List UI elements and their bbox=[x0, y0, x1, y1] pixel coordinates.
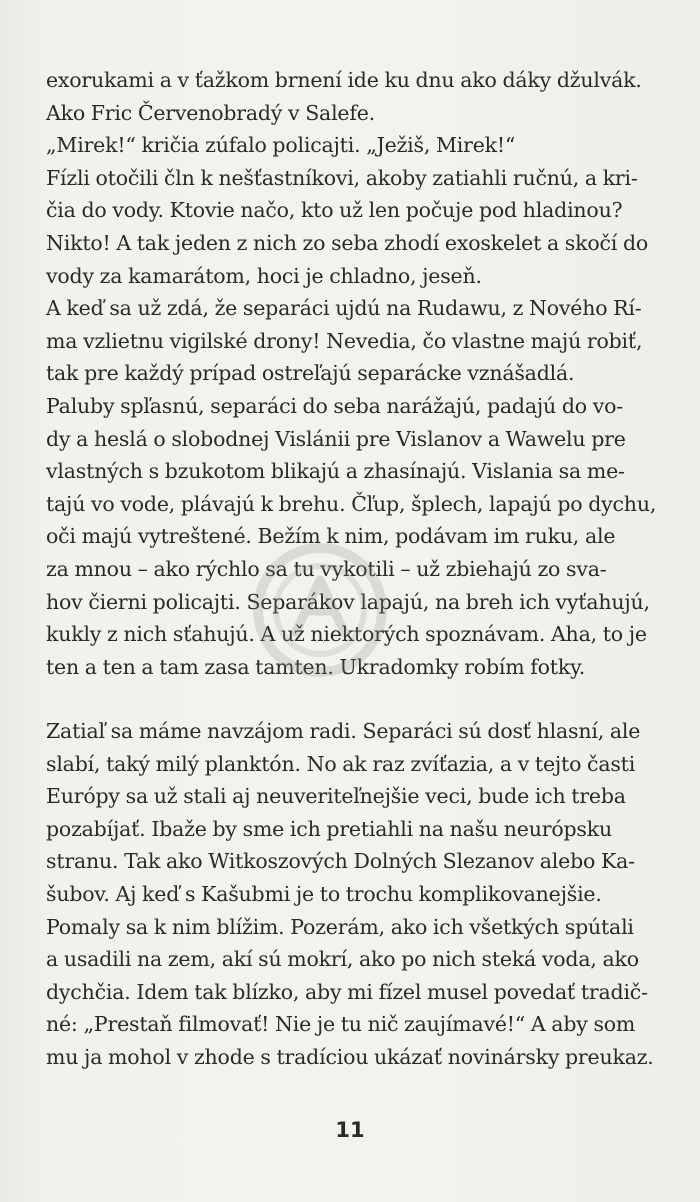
paragraph-2 bbox=[46, 715, 680, 1074]
text-line: pozabíjať. Ibaže by sme ich pretiahli na našu neurópsku bbox=[46, 816, 612, 841]
text-line: tajú vo vode, plávajú k brehu. Čľup, šplech, lapajú po dychu, bbox=[46, 491, 657, 516]
text-line: vody za kamarátom, hoci je chladno, jeseň. bbox=[46, 263, 482, 288]
text-line: hov čierni policajti. Separákov lapajú, na breh ich vyťahujú, bbox=[46, 589, 650, 614]
text-line: čia do vody. Ktovie načo, kto už len počuje pod hladinou? bbox=[46, 198, 623, 223]
text-line: né: „Prestaň filmovať! Nie je tu nič zaujímavé!“ A aby som bbox=[46, 1012, 636, 1037]
text-line: mu ja mohol v zhode s tradíciou ukázať novinársky preukaz. bbox=[46, 1044, 654, 1069]
text-line: Nikto! A tak jeden z nich zo seba zhodí exoskelet a skočí do bbox=[46, 230, 649, 255]
text-line: Pomaly sa k nim blížim. Pozerám, ako ich všetkých spútali bbox=[46, 914, 634, 939]
text-line: šubov. Aj keď s Kašubmi je to trochu komplikovanejšie. bbox=[46, 881, 602, 906]
text-line: oči majú vytreštené. Bežím k nim, podávam im ruku, ale bbox=[46, 524, 616, 549]
text-line: exorukami a v ťažkom brnení ide ku dnu ako dáky džulvák. bbox=[46, 68, 642, 92]
text-line: za mnou – ako rýchlo sa tu vykotili – už zbiehajú zo sva- bbox=[46, 556, 607, 581]
text-line: dy a heslá o slobodnej Vislánii pre Vislanov a Wawelu pre bbox=[46, 426, 626, 451]
text-line: ten a ten a tam zasa tamten. Ukradomky robím fotky. bbox=[46, 654, 586, 679]
text-line: slabí, taký milý planktón. No ak raz zvíťazia, a v tejto časti bbox=[46, 751, 636, 776]
text-line: Ako Fric Červenobradý v Salefe. bbox=[46, 100, 375, 125]
text-line: „Mirek!“ kričia zúfalo policajti. „Ježiš, Mirek!“ bbox=[46, 133, 516, 158]
paragraph-1 bbox=[46, 64, 680, 683]
text-line: vlastných s bzukotom blikajú a zhasínajú. Vislania sa me- bbox=[46, 459, 625, 484]
text-line: kukly z nich sťahujú. A už niektorých spoznávam. Aha, to je bbox=[46, 622, 647, 647]
text-line: tak pre každý prípad ostreľajú separácke vznášadlá. bbox=[46, 361, 575, 386]
text-line: a usadili na zem, akí sú mokrí, ako po nich steká voda, ako bbox=[46, 947, 639, 972]
text-line: Paluby spľasnú, separáci do seba narážajú, padajú do vo- bbox=[46, 393, 623, 418]
text-line: dychčia. Idem tak blízko, aby mi fízel musel povedať tradič- bbox=[46, 979, 648, 1004]
text-line: A keď sa už zdá, že separáci ujdú na Rudawu, z Nového Rí- bbox=[46, 296, 642, 321]
page-number: 11 bbox=[335, 1118, 365, 1142]
text-line: Európy sa už stali aj neuveriteľnejšie veci, bude ich treba bbox=[46, 784, 626, 809]
text-line: Zatiaľ sa máme navzájom radi. Separáci sú dosť hlasní, ale bbox=[46, 719, 641, 743]
text-line: stranu. Tak ako Witkoszových Dolných Slezanov alebo Ka- bbox=[46, 849, 635, 874]
text-line: ma vzlietnu vigilské drony! Nevedia, čo vlastne majú robiť, bbox=[46, 328, 643, 353]
text-line: Fízli otočili čln k nešťastníkovi, akoby zatiahli ručnú, a kri- bbox=[46, 165, 638, 190]
